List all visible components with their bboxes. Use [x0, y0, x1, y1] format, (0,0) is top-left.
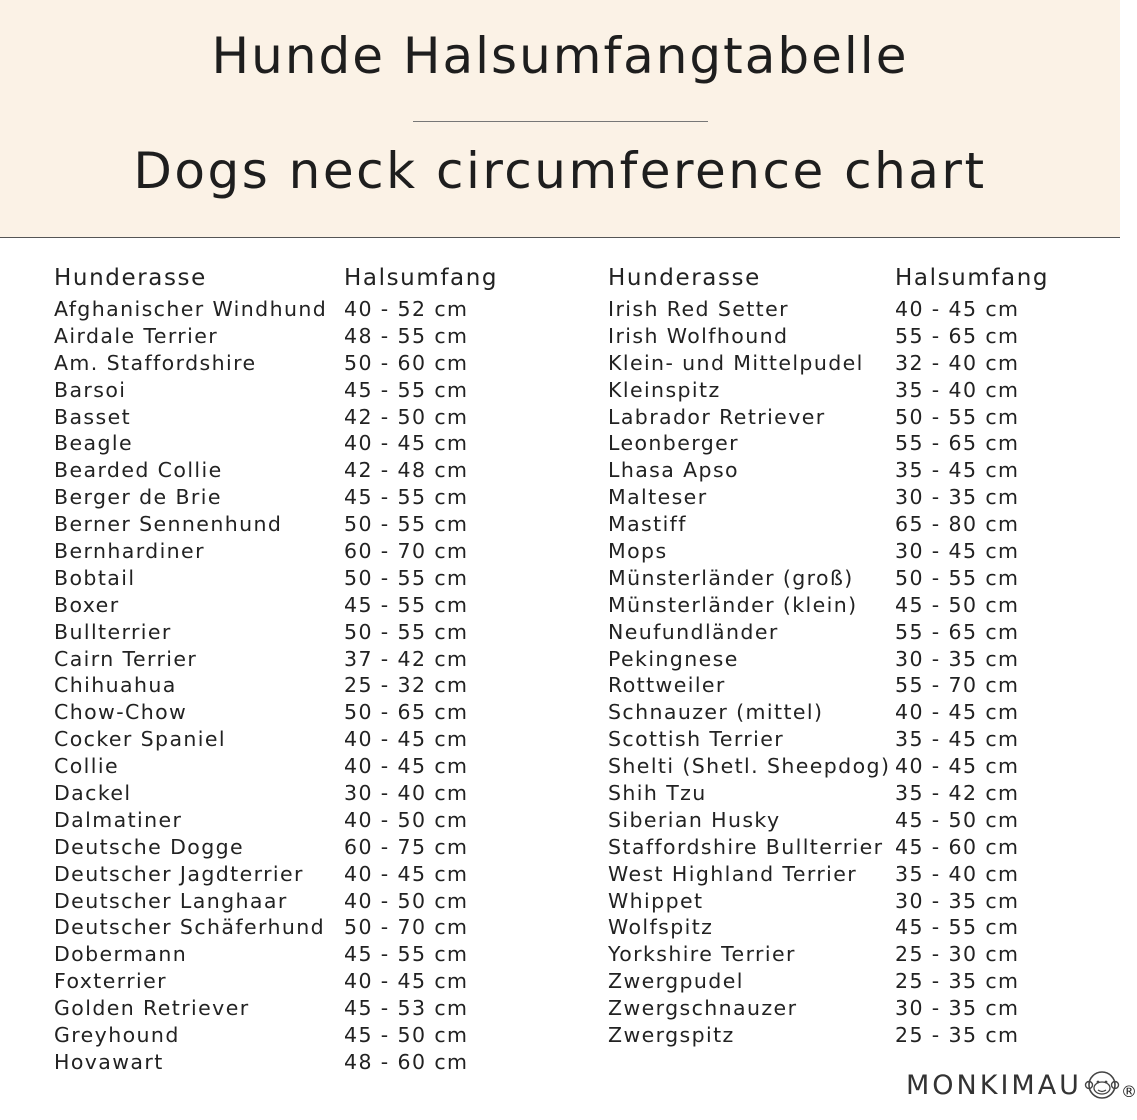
neck-size: 40 - 45 cm	[344, 431, 469, 456]
neck-size: 45 - 60 cm	[895, 834, 1020, 859]
breed-name: Zwergschnauzer	[608, 996, 798, 1021]
neck-size: 45 - 55 cm	[344, 485, 469, 510]
neck-size: 55 - 70 cm	[895, 673, 1020, 698]
neck-size: 40 - 50 cm	[344, 807, 469, 832]
title-german: Hunde Halsumfangtabelle	[211, 27, 909, 85]
breed-name: Airdale Terrier	[54, 323, 219, 348]
breed-name: Irish Red Setter	[608, 297, 789, 321]
neck-size: 35 - 40 cm	[895, 377, 1020, 402]
breed-name: Afghanischer Windhund	[54, 297, 328, 321]
breed-name: Foxterrier	[54, 969, 167, 994]
brand-logo-text: MONKIMAU	[906, 1069, 1082, 1101]
column-header-neck: Halsumfang	[895, 265, 1050, 291]
neck-size: 25 - 35 cm	[895, 969, 1020, 994]
breed-name: Shelti (Shetl. Sheepdog)	[608, 754, 891, 779]
neck-size: 35 - 45 cm	[895, 458, 1020, 483]
breed-name: Golden Retriever	[54, 996, 250, 1021]
neck-size: 48 - 60 cm	[344, 1049, 469, 1074]
neck-size: 30 - 35 cm	[895, 996, 1020, 1021]
neck-size: 40 - 52 cm	[344, 297, 469, 321]
neck-size: 50 - 55 cm	[895, 404, 1020, 429]
breed-name: Lhasa Apso	[608, 458, 739, 483]
column-header-breed: Hunderasse	[608, 265, 761, 291]
title-divider	[413, 121, 708, 122]
breed-name: Hovawart	[54, 1049, 164, 1074]
breed-name: Klein- und Mittelpudel	[608, 350, 864, 375]
breed-name: Deutsche Dogge	[54, 834, 245, 859]
breed-name: Zwergspitz	[608, 1023, 735, 1048]
neck-size: 55 - 65 cm	[895, 431, 1020, 456]
breed-name: Berger de Brie	[54, 485, 222, 510]
neck-size: 50 - 65 cm	[344, 700, 469, 725]
neck-size: 45 - 55 cm	[344, 592, 469, 617]
neck-size: 48 - 55 cm	[344, 323, 469, 348]
neck-size: 45 - 53 cm	[344, 996, 469, 1021]
breed-name: Pekingnese	[608, 646, 739, 671]
brand-logo	[906, 1067, 1137, 1103]
breed-name: Leonberger	[608, 431, 739, 456]
registered-mark: ®	[1120, 1082, 1137, 1101]
breed-name: Neufundländer	[608, 619, 779, 644]
breed-name: Mops	[608, 539, 668, 564]
breed-name: Münsterländer (klein)	[608, 592, 858, 617]
breed-name: Kleinspitz	[608, 377, 721, 402]
title-english: Dogs neck circumference chart	[133, 142, 987, 200]
neck-size: 45 - 55 cm	[344, 942, 469, 967]
breed-name: Cocker Spaniel	[54, 727, 227, 752]
breed-name: Chihuahua	[54, 673, 177, 698]
breed-name: Dackel	[54, 781, 132, 806]
neck-size: 30 - 35 cm	[895, 485, 1020, 510]
breed-name: Labrador Retriever	[608, 404, 826, 429]
neck-size: 60 - 70 cm	[344, 539, 469, 564]
neck-size: 37 - 42 cm	[344, 646, 469, 671]
breed-name: Bullterrier	[54, 619, 172, 644]
neck-size: 40 - 50 cm	[344, 888, 469, 913]
monkey-face-icon	[1085, 1068, 1119, 1102]
neck-size: 40 - 45 cm	[344, 969, 469, 994]
breed-name: Chow-Chow	[54, 700, 188, 725]
neck-size: 50 - 55 cm	[895, 565, 1020, 590]
neck-size: 50 - 55 cm	[344, 565, 469, 590]
neck-size: 32 - 40 cm	[895, 350, 1020, 375]
neck-size: 30 - 40 cm	[344, 781, 469, 806]
neck-size: 25 - 35 cm	[895, 1023, 1020, 1048]
neck-size: 35 - 45 cm	[895, 727, 1020, 752]
breed-name: Am. Staffordshire	[54, 350, 257, 375]
breed-name: Dobermann	[54, 942, 188, 967]
neck-size: 35 - 40 cm	[895, 861, 1020, 886]
breed-name: Deutscher Jagdterrier	[54, 861, 304, 886]
neck-size: 30 - 45 cm	[895, 539, 1020, 564]
neck-size: 35 - 42 cm	[895, 781, 1020, 806]
neck-size: 25 - 30 cm	[895, 942, 1020, 967]
breed-name: Bearded Collie	[54, 458, 223, 483]
neck-size: 55 - 65 cm	[895, 323, 1020, 348]
breed-name: Wolfspitz	[608, 915, 714, 940]
neck-size: 65 - 80 cm	[895, 512, 1020, 537]
breed-name: Deutscher Schäferhund	[54, 915, 326, 940]
breed-name: Bernhardiner	[54, 539, 205, 564]
breed-name: Cairn Terrier	[54, 646, 198, 671]
breed-name: Berner Sennenhund	[54, 512, 283, 537]
neck-size: 50 - 55 cm	[344, 619, 469, 644]
breed-name: Whippet	[608, 888, 704, 913]
neck-size: 42 - 48 cm	[344, 458, 469, 483]
breed-name: Yorkshire Terrier	[608, 942, 796, 967]
neck-size: 45 - 50 cm	[895, 807, 1020, 832]
neck-size: 45 - 55 cm	[344, 377, 469, 402]
breed-name: Münsterländer (groß)	[608, 565, 854, 590]
breed-name: Malteser	[608, 485, 708, 510]
neck-size: 40 - 45 cm	[895, 297, 1020, 321]
column-header-breed: Hunderasse	[54, 265, 207, 291]
neck-size: 25 - 32 cm	[344, 673, 469, 698]
breed-name: Zwergpudel	[608, 969, 744, 994]
neck-size: 50 - 55 cm	[344, 512, 469, 537]
breed-name: Shih Tzu	[608, 781, 707, 806]
neck-size: 45 - 50 cm	[895, 592, 1020, 617]
breed-name: Rottweiler	[608, 673, 726, 698]
breed-name: Bobtail	[54, 565, 136, 590]
breed-name: West Highland Terrier	[608, 861, 858, 886]
breed-name: Irish Wolfhound	[608, 323, 789, 348]
neck-size: 40 - 45 cm	[895, 700, 1020, 725]
breed-name: Mastiff	[608, 512, 687, 537]
breed-name: Staffordshire Bullterrier	[608, 834, 884, 859]
neck-size: 45 - 55 cm	[895, 915, 1020, 940]
neck-size: 42 - 50 cm	[344, 404, 469, 429]
breed-name: Scottish Terrier	[608, 727, 785, 752]
neck-size: 40 - 45 cm	[344, 754, 469, 779]
neck-size: 50 - 60 cm	[344, 350, 469, 375]
breed-name: Dalmatiner	[54, 807, 183, 832]
breed-name: Deutscher Langhaar	[54, 888, 288, 913]
header-banner	[0, 0, 1120, 238]
breed-name: Boxer	[54, 592, 120, 617]
neck-size: 50 - 70 cm	[344, 915, 469, 940]
breed-name: Greyhound	[54, 1023, 180, 1048]
neck-size: 40 - 45 cm	[895, 754, 1020, 779]
neck-size: 60 - 75 cm	[344, 834, 469, 859]
breed-name: Schnauzer (mittel)	[608, 700, 824, 725]
neck-size: 30 - 35 cm	[895, 646, 1020, 671]
neck-size: 55 - 65 cm	[895, 619, 1020, 644]
breed-name: Beagle	[54, 431, 133, 456]
neck-size: 40 - 45 cm	[344, 727, 469, 752]
breed-name: Collie	[54, 754, 119, 779]
breed-name: Barsoi	[54, 377, 127, 402]
column-header-neck: Halsumfang	[344, 265, 499, 291]
neck-size: 40 - 45 cm	[344, 861, 469, 886]
neck-size: 45 - 50 cm	[344, 1023, 469, 1048]
neck-size: 30 - 35 cm	[895, 888, 1020, 913]
breed-name: Basset	[54, 404, 132, 429]
breed-name: Siberian Husky	[608, 807, 781, 832]
